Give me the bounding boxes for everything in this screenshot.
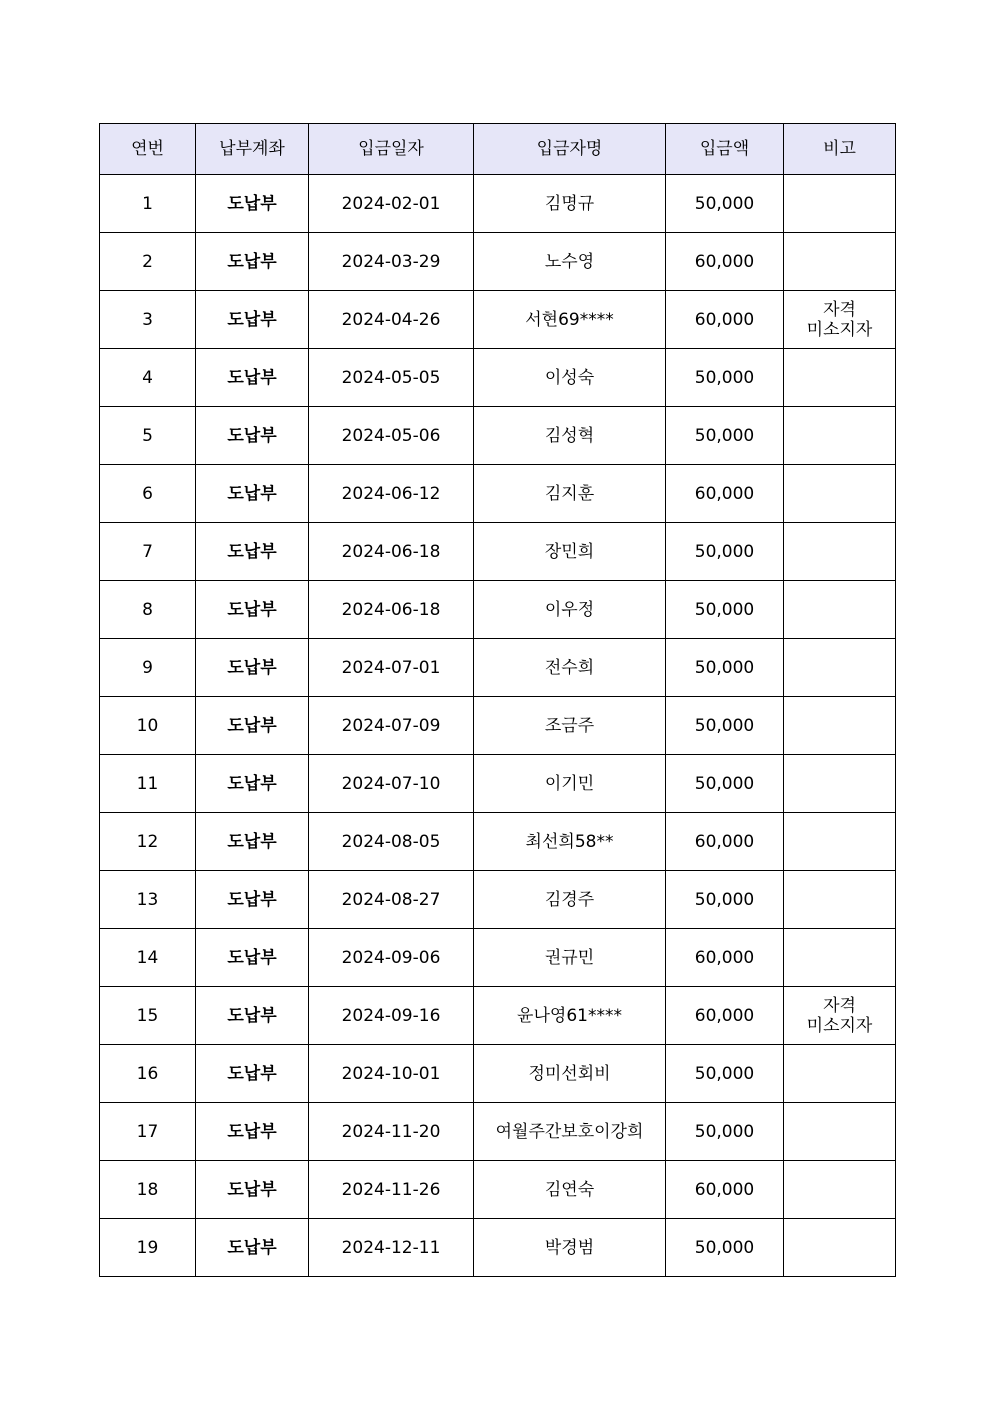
row-note: [784, 697, 896, 755]
row-depositor-name: 여월주간보호이강희: [474, 1103, 666, 1161]
row-date: 2024-06-18: [309, 523, 474, 581]
row-depositor-name: 김경주: [474, 871, 666, 929]
row-number: 4: [100, 349, 196, 407]
table-row: [100, 1103, 896, 1161]
row-date: 2024-06-18: [309, 581, 474, 639]
row-note: [784, 1161, 896, 1219]
row-date: 2024-07-09: [309, 697, 474, 755]
row-number: 3: [100, 291, 196, 349]
table-row: [100, 1161, 896, 1219]
table-row: [100, 987, 896, 1045]
table-row: [100, 407, 896, 465]
row-date: 2024-06-12: [309, 465, 474, 523]
row-date: 2024-12-11: [309, 1219, 474, 1277]
row-note: [784, 523, 896, 581]
row-note: [784, 349, 896, 407]
row-account: 도납부: [196, 1045, 309, 1103]
table-row: [100, 871, 896, 929]
header-account: 납부계좌: [196, 124, 309, 175]
row-account: 도납부: [196, 581, 309, 639]
row-amount: 60,000: [666, 987, 784, 1045]
table-row: [100, 755, 896, 813]
row-amount: 60,000: [666, 813, 784, 871]
note-line: 자격: [823, 299, 856, 320]
row-number: 5: [100, 407, 196, 465]
row-account: 도납부: [196, 871, 309, 929]
row-amount: 60,000: [666, 1161, 784, 1219]
row-number: 6: [100, 465, 196, 523]
row-date: 2024-08-05: [309, 813, 474, 871]
row-date: 2024-11-20: [309, 1103, 474, 1161]
row-number: 8: [100, 581, 196, 639]
row-amount: 50,000: [666, 1045, 784, 1103]
row-note: [784, 813, 896, 871]
row-number: 10: [100, 697, 196, 755]
row-note: [784, 233, 896, 291]
row-note: [784, 1103, 896, 1161]
row-depositor-name: 권규민: [474, 929, 666, 987]
row-account: 도납부: [196, 291, 309, 349]
row-number: 14: [100, 929, 196, 987]
row-date: 2024-08-27: [309, 871, 474, 929]
table-row: [100, 929, 896, 987]
row-date: 2024-05-06: [309, 407, 474, 465]
row-date: 2024-05-05: [309, 349, 474, 407]
row-note: [784, 465, 896, 523]
row-note: [784, 871, 896, 929]
row-date: 2024-09-16: [309, 987, 474, 1045]
row-note: [784, 581, 896, 639]
row-account: 도납부: [196, 1161, 309, 1219]
row-note: [784, 1045, 896, 1103]
table-row: [100, 349, 896, 407]
header-name: 입금자명: [474, 124, 666, 175]
row-date: 2024-07-10: [309, 755, 474, 813]
row-account: 도납부: [196, 987, 309, 1045]
row-depositor-name: 김지훈: [474, 465, 666, 523]
row-amount: 60,000: [666, 291, 784, 349]
row-date: 2024-02-01: [309, 175, 474, 233]
row-amount: 50,000: [666, 639, 784, 697]
row-depositor-name: 이우정: [474, 581, 666, 639]
row-date: 2024-03-29: [309, 233, 474, 291]
row-note: [784, 755, 896, 813]
row-account: 도납부: [196, 639, 309, 697]
row-number: 17: [100, 1103, 196, 1161]
row-number: 15: [100, 987, 196, 1045]
row-number: 19: [100, 1219, 196, 1277]
header-date: 입금일자: [309, 124, 474, 175]
row-amount: 50,000: [666, 697, 784, 755]
note-line: 미소지자: [806, 1015, 873, 1036]
note-line: 미소지자: [806, 319, 873, 340]
row-account: 도납부: [196, 233, 309, 291]
row-depositor-name: 최선희58**: [474, 813, 666, 871]
row-depositor-name: 김명규: [474, 175, 666, 233]
row-depositor-name: 이기민: [474, 755, 666, 813]
row-note: [784, 175, 896, 233]
row-account: 도납부: [196, 349, 309, 407]
row-account: 도납부: [196, 697, 309, 755]
row-date: 2024-11-26: [309, 1161, 474, 1219]
table-row: [100, 233, 896, 291]
row-depositor-name: 윤나영61****: [474, 987, 666, 1045]
header-amount: 입금액: [666, 124, 784, 175]
header-row: [100, 124, 896, 175]
row-date: 2024-07-01: [309, 639, 474, 697]
row-amount: 50,000: [666, 349, 784, 407]
row-amount: 50,000: [666, 1103, 784, 1161]
row-note: [784, 987, 896, 1045]
row-depositor-name: 전수희: [474, 639, 666, 697]
row-number: 11: [100, 755, 196, 813]
row-note: [784, 291, 896, 349]
row-account: 도납부: [196, 465, 309, 523]
table-row: [100, 1219, 896, 1277]
row-number: 9: [100, 639, 196, 697]
row-depositor-name: 조금주: [474, 697, 666, 755]
row-date: 2024-04-26: [309, 291, 474, 349]
row-depositor-name: 정미선회비: [474, 1045, 666, 1103]
row-depositor-name: 장민희: [474, 523, 666, 581]
row-note: [784, 1219, 896, 1277]
row-amount: 60,000: [666, 465, 784, 523]
table-row: [100, 581, 896, 639]
row-number: 16: [100, 1045, 196, 1103]
table-row: [100, 523, 896, 581]
row-amount: 50,000: [666, 1219, 784, 1277]
row-depositor-name: 서현69****: [474, 291, 666, 349]
header-note: 비고: [784, 124, 896, 175]
table-row: [100, 291, 896, 349]
row-account: 도납부: [196, 523, 309, 581]
table-row: [100, 639, 896, 697]
table-row: [100, 1045, 896, 1103]
row-amount: 50,000: [666, 871, 784, 929]
row-amount: 50,000: [666, 523, 784, 581]
row-amount: 50,000: [666, 755, 784, 813]
row-account: 도납부: [196, 1219, 309, 1277]
header-no: 연번: [100, 124, 196, 175]
row-depositor-name: 김연숙: [474, 1161, 666, 1219]
row-amount: 60,000: [666, 233, 784, 291]
row-note: [784, 407, 896, 465]
row-account: 도납부: [196, 929, 309, 987]
row-depositor-name: 이성숙: [474, 349, 666, 407]
row-amount: 50,000: [666, 407, 784, 465]
table-row: [100, 813, 896, 871]
row-number: 7: [100, 523, 196, 581]
table-row: [100, 175, 896, 233]
row-number: 1: [100, 175, 196, 233]
row-depositor-name: 김성혁: [474, 407, 666, 465]
row-number: 2: [100, 233, 196, 291]
row-number: 18: [100, 1161, 196, 1219]
table-body: [100, 175, 896, 1277]
row-date: 2024-10-01: [309, 1045, 474, 1103]
row-amount: 50,000: [666, 581, 784, 639]
row-note: [784, 929, 896, 987]
row-number: 13: [100, 871, 196, 929]
row-account: 도납부: [196, 755, 309, 813]
row-amount: 50,000: [666, 175, 784, 233]
row-account: 도납부: [196, 813, 309, 871]
table-row: [100, 697, 896, 755]
row-date: 2024-09-06: [309, 929, 474, 987]
row-depositor-name: 노수영: [474, 233, 666, 291]
row-number: 12: [100, 813, 196, 871]
row-note: [784, 639, 896, 697]
note-line: 자격: [823, 995, 856, 1016]
row-depositor-name: 박경범: [474, 1219, 666, 1277]
row-account: 도납부: [196, 175, 309, 233]
deposit-ledger-table: [99, 123, 896, 1277]
row-account: 도납부: [196, 1103, 309, 1161]
row-account: 도납부: [196, 407, 309, 465]
table-header: [100, 124, 896, 175]
row-amount: 60,000: [666, 929, 784, 987]
table-row: [100, 465, 896, 523]
